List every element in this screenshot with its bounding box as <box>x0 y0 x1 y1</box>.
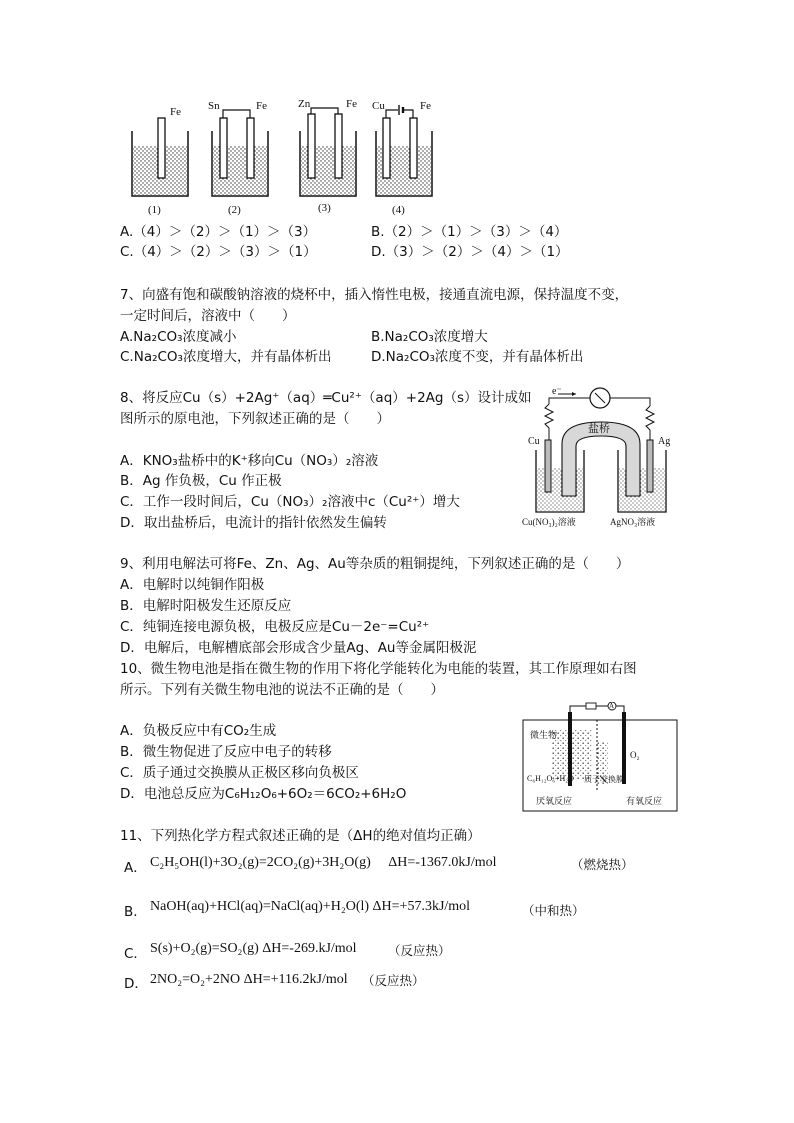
q8-electron-label: e⁻ <box>552 386 562 397</box>
q8-option-b: B．Ag 作负极，Cu 作正极 <box>120 473 282 489</box>
q10-stem-line2: 所示。下列有关微生物电池的说法不正确的是（ ） <box>120 682 444 698</box>
q10-ammeter-label: A <box>609 702 615 710</box>
q8-cell-diagram <box>522 384 678 532</box>
q7-option-d: D.Na₂CO₃浓度不变，并有晶体析出 <box>371 349 584 365</box>
q11-option-d-note: （反应热） <box>362 973 425 988</box>
q6-option-a: A.（4）＞（2）＞（1）＞（3） <box>120 224 317 240</box>
q10-option-c: C．质子通过交换膜从正极区移向负极区 <box>120 765 359 781</box>
q10-anaerobic-label: 厌氧反应 <box>536 796 573 806</box>
q6-option-d: D.（3）＞（2）＞（4）＞（1） <box>371 244 569 260</box>
q9-option-d: D．电解后，电解槽底部会形成含少量Ag、Au等金属阳极泥 <box>120 640 477 656</box>
q7-option-b: B.Na₂CO₃浓度增大 <box>371 329 488 345</box>
q11-option-c-note: （反应热） <box>388 943 451 958</box>
q9-stem: 9、利用电解法可将Fe、Zn、Ag、Au等杂质的粗铜提纯，下列叙述正确的是（ ） <box>120 556 630 572</box>
q6-figures <box>120 96 440 221</box>
fig2-caption: (2) <box>228 204 241 216</box>
q11-option-d-label: D． <box>124 976 148 992</box>
q10-option-a: A．负极反应中有CO₂生成 <box>120 723 277 739</box>
q10-stem-line1: 10、微生物电池是指在微生物的作用下将化学能转化为电能的装置，其工作原理如右图 <box>120 661 637 677</box>
q10-option-d: D．电池总反应为C₆H₁₂O₆+6O₂＝6CO₂+6H₂O <box>120 786 407 802</box>
q11-option-a-label: A． <box>124 860 147 876</box>
q8-option-c: C．工作一段时间后，Cu（NO₃）₂溶液中c（Cu²⁺）增大 <box>120 494 460 510</box>
q10-option-b: B．微生物促进了反应中电子的转移 <box>120 744 332 760</box>
fig4-fe-label: Fe <box>420 100 431 112</box>
q11-option-b-label: B． <box>124 904 147 920</box>
beaker-1 <box>132 118 188 196</box>
fig1-fe-label: Fe <box>170 106 181 118</box>
q8-cu-label: Cu <box>528 436 540 447</box>
q10-microbial-cell-figure <box>522 702 678 812</box>
q8-right-solution-label: AgNO₃溶液 <box>610 517 656 527</box>
q8-galvanic-cell-figure <box>522 384 678 532</box>
q8-stem-line2: 图所示的原电池，下列叙述正确的是（ ） <box>120 411 390 427</box>
q8-ag-label: Ag <box>658 436 671 447</box>
q8-salt-bridge-label: 盐桥 <box>588 422 610 435</box>
q8-option-d: D．取出盐桥后，电流计的指针依然发生偏转 <box>120 515 387 531</box>
q11-stem: 11、下列热化学方程式叙述正确的是（ΔH的绝对值均正确） <box>120 828 481 844</box>
q11-option-a-note: （燃烧热） <box>571 857 634 872</box>
q9-option-a: A．电解时以纯铜作阳极 <box>120 577 265 593</box>
q11-option-c-label: C． <box>124 946 147 962</box>
beaker-2 <box>212 110 268 196</box>
q6-beakers-diagram <box>120 96 440 221</box>
q11-option-a-equation: C₂H₅OH(l)+3O₂(g)=2CO₂(g)+3H₂O(g) ΔH=-1367.0kJ/mol <box>150 855 497 870</box>
q10-aerobic-label: 有氧反应 <box>626 796 663 806</box>
q11-option-c-equation: S(s)+O₂(g)=SO₂(g) ΔH=-269.kJ/mol <box>150 941 357 956</box>
q7-option-a: A.Na₂CO₃浓度减小 <box>120 329 237 345</box>
q8-option-a: A．KNO₃盐桥中的K⁺移向Cu（NO₃）₂溶液 <box>120 453 379 469</box>
fig2-fe-label: Fe <box>256 100 267 112</box>
q8-stem-line1: 8、将反应Cu（s）+2Ag⁺（aq）═Cu²⁺（aq）+2Ag（s）设计成如 <box>120 390 532 406</box>
q7-stem-line2: 一定时间后，溶液中（ ） <box>120 308 296 324</box>
q8-left-solution-label: Cu(NO₃)₂溶液 <box>522 517 576 527</box>
q10-glucose-label: C₆H₁₂O₆+H₂O <box>527 774 574 783</box>
q11-option-b-note: （中和热） <box>522 903 585 918</box>
q10-membrane-label: 质子交换膜 <box>584 775 624 784</box>
fig4-cu-label: Cu <box>372 100 385 112</box>
fig4-caption: (4) <box>392 204 405 216</box>
fig3-zn-label: Zn <box>298 98 311 110</box>
q7-stem-line1: 7、向盛有饱和碳酸钠溶液的烧杯中，插入惰性电极，接通直流电源，保持温度不变， <box>120 287 629 303</box>
fig2-sn-label: Sn <box>208 100 220 112</box>
fig3-caption: (3) <box>318 202 331 214</box>
q10-microbe-label: 微生物 <box>530 730 558 740</box>
q10-oxygen-label: O₂ <box>630 750 640 760</box>
q9-option-c: C．纯铜连接电源负极，电极反应是Cu－2e⁻=Cu²⁺ <box>120 619 430 635</box>
q6-option-b: B.（2）＞（1）＞（3）＞（4） <box>371 224 568 240</box>
beaker-3 <box>300 108 356 196</box>
q11-option-d-equation: 2NO₂=O₂+2NO ΔH=+116.2kJ/mol <box>150 972 348 987</box>
q6-option-c: C.（4）＞（2）＞（3）＞（1） <box>120 244 317 260</box>
fig1-caption: (1) <box>148 204 161 216</box>
fig3-fe-label: Fe <box>346 98 357 110</box>
q9-option-b: B．电解时阳极发生还原反应 <box>120 598 292 614</box>
q7-option-c: C.Na₂CO₃浓度增大，并有晶体析出 <box>120 349 332 365</box>
q11-option-b-equation: NaOH(aq)+HCl(aq)=NaCl(aq)+H₂O(l) ΔH=+57.3kJ/mol <box>150 899 471 914</box>
beaker-4 <box>376 105 432 196</box>
